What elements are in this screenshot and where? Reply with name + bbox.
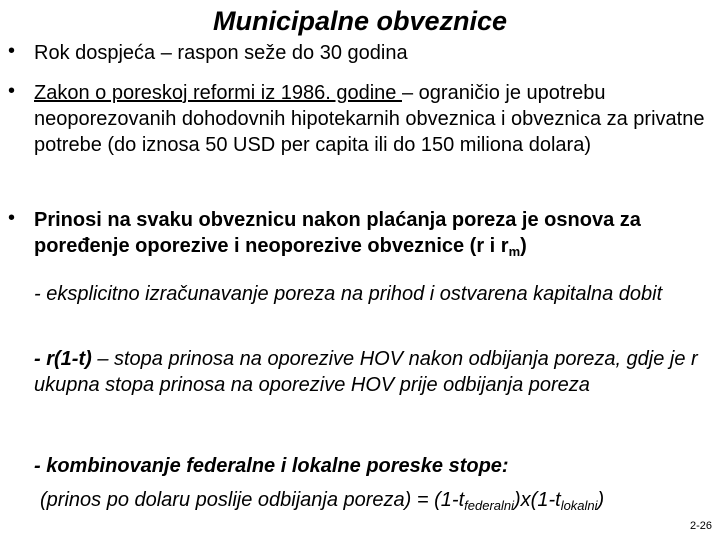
bullet-maturity: Rok dospjeća – raspon seže do 30 godina [34,42,408,64]
bullet-yields [34,207,716,265]
tax-reform-text: – ograničio je upotrebu neoporezovanih dohodovnih hipotekarnih obveznica i obveznica za privatne potrebe (do iznosa 50 USD per capita ili do 150 miliona dolara) [34,82,705,156]
formula-part-c: ) [597,489,605,511]
bullet-dot: • [8,80,16,102]
bullet-tax-reform [34,80,716,158]
formula-sub-federal: federalni [464,498,515,513]
formula-part-a: (prinos po dolaru poslije odbijanja poreza) = (1-t [40,489,465,511]
formula-part-b: )x(1-t [514,489,561,511]
combined-formula [40,487,720,519]
slide-title: Municipalne obveznice [212,6,508,36]
yields-text: Prinosi na svaku obveznicu nakon plaćanja poreza je osnova za poređenje oporezive i neoporezive obveznice (r i r [34,209,641,257]
tax-reform-law-link-text: Zakon o poreskoj reformi iz 1986. godine [34,82,402,104]
bullet-dot: • [8,40,16,62]
page-number: 2-26 [689,520,712,532]
bullet-dot: • [8,207,16,229]
sub-explicit-tax: - eksplicitno izračunavanje poreza na prihod i ostvarena kapitalna dobit [34,283,663,305]
after-tax-formula: - r(1-t) [34,348,92,370]
yields-end: ) [520,235,527,257]
formula-sub-local: lokalni [560,498,598,513]
sub-combined-rates: - kombinovanje federalne i lokalne poreske stope: [34,455,509,477]
sub-after-tax-rate [34,346,716,398]
yields-subscript: m [508,244,521,259]
after-tax-text: – stopa prinosa na oporezive HOV nakon odbijanja poreza, gdje je r ukupna stopa prinosa na oporezive HOV prije odbijanja poreza [34,348,698,396]
